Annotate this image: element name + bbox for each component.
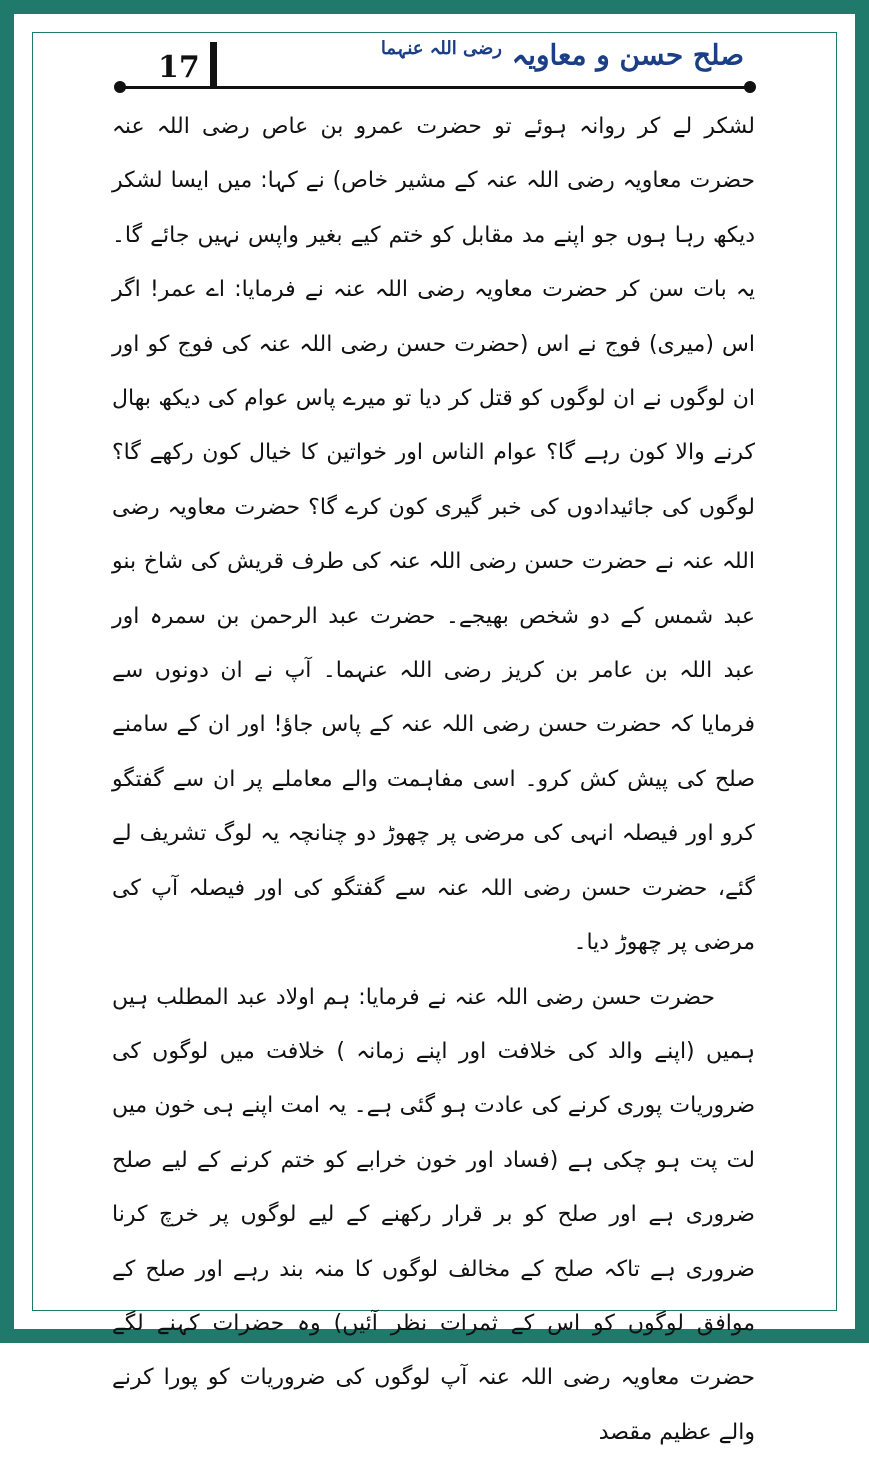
page-number: 17: [158, 50, 200, 85]
paragraph-2: حضرت حسن رضی اللہ عنہ نے فرمایا: ہم اولاد عبد المطلب ہیں ہمیں (اپنے والد کی خلافت اور اپنے زمانہ ) خلافت میں لوگوں کی ضروریات پوری کرنے کی عادت ہو گئی ہے۔ یہ امت اپنے ہی خون میں لت پت ہو چکی ہے (فساد اور خون خرابے کو ختم کرنے کے لیے صلح ضروری ہے اور صلح کو بر قرار رکھنے کے لیے لوگوں پر خرچ کرنا ضروری ہے تاکہ صلح کے مخالف لوگوں کا منہ بند رہے اور صلح کے موافق لوگوں کو اس کے ثمرات نظر آئیں) وہ حضرات کہنے لگے حضرت معاویہ رضی اللہ عنہ آپ لوگوں کی ضروریات کو پورا کرنے والے عظیم مقصد: [112, 971, 755, 1460]
book-title-text: صلح حسن و معاویہ: [512, 38, 744, 71]
paragraph-1: لشکر لے کر روانہ ہوئے تو حضرت عمرو بن عاص رضی اللہ عنہ حضرت معاویہ رضی اللہ عنہ کے مشیر خاص) نے کہا: میں ایسا لشکر دیکھ رہا ہوں جو اپنے مد مقابل کو ختم کیے بغیر واپس نہیں جائے گا۔ یہ بات سن کر حضرت معاویہ رضی اللہ عنہ نے فرمایا: اے عمر! اگر اس (میری) فوج نے اس (حضرت حسن رضی اللہ عنہ کی فوج کو اور ان لوگوں نے ان لوگوں کو قتل کر دیا تو میرے پاس عوام کی دیکھ بھال کرنے والا کون رہے گا؟ عوام الناس اور خواتین کا خیال کون رکھے گا؟ لوگوں کی جائیدادوں کی خبر گیری کون کرے گا؟ حضرت معاویہ رضی اللہ عنہ نے حضرت حسن رضی اللہ عنہ کی طرف قریش کی شاخ بنو عبد شمس کے دو شخص بھیجے۔ حضرت عبد الرحمن بن سمرہ اور عبد اللہ بن عامر بن کریز رضی اللہ عنہما۔ آپ نے ان دونوں سے فرمایا کہ حضرت حسن رضی اللہ عنہ کے پاس جاؤ! اور ان کے سامنے صلح کی پیش کش کرو۔ اسی مفاہمت والے معاملے پر ان سے گفتگو کرو اور فیصلہ انہی کی مرضی پر چھوڑ دو چنانچہ یہ لوگ تشریف لے گئے، حضرت حسن رضی اللہ عنہ سے گفتگو کی اور فیصلہ آپ کی مرضی پر چھوڑ دیا۔: [112, 100, 755, 971]
honorific-text: رضی اللہ عنہما: [381, 38, 502, 59]
rule-end-dot-left: [114, 81, 126, 93]
book-title: [381, 38, 744, 71]
header-separator-bar: [210, 42, 217, 86]
header-rule: [118, 86, 754, 89]
body-text: [112, 100, 755, 1460]
rule-end-dot-right: [744, 81, 756, 93]
